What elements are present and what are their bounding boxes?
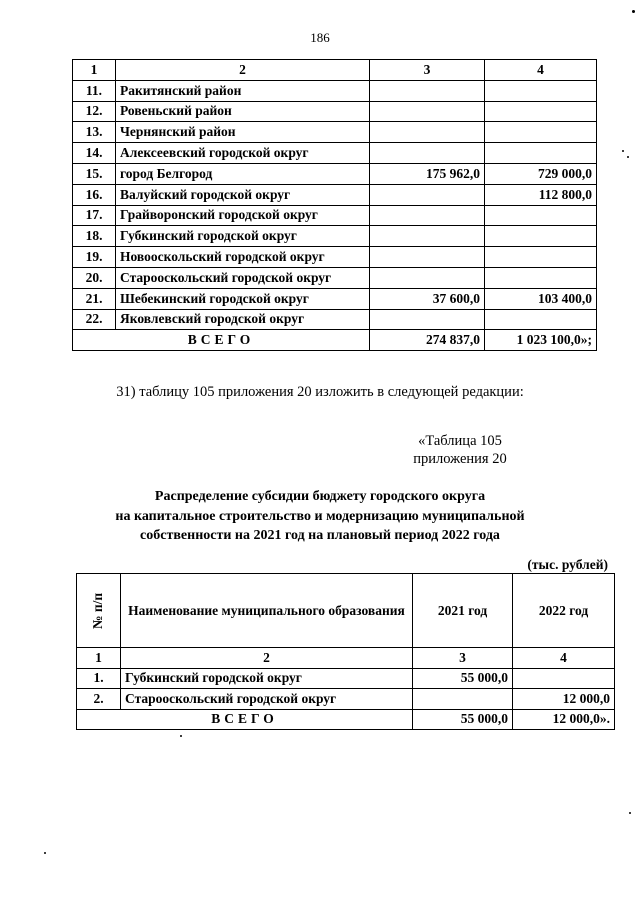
- value-col3: 37 600,0: [370, 288, 485, 309]
- value-col3: [370, 247, 485, 268]
- municipality-name: Валуйский городской округ: [116, 184, 370, 205]
- municipality-name: Грайворонский городской округ: [116, 205, 370, 226]
- header-cell: 2: [116, 60, 370, 81]
- value-col4: [485, 122, 597, 143]
- municipality-name: Губкинский городской округ: [116, 226, 370, 247]
- municipality-name: Алексеевский городской округ: [116, 143, 370, 164]
- table-row: [73, 288, 597, 309]
- value-col4: [485, 267, 597, 288]
- column-number: 3: [413, 648, 513, 669]
- units-label: (тыс. рублей): [527, 557, 608, 572]
- value-col3: [370, 184, 485, 205]
- value-2022: [513, 668, 615, 689]
- scan-speck: [622, 150, 624, 152]
- municipality-name: Ровеньский район: [116, 101, 370, 122]
- municipality-name: Старооскольский городской округ: [121, 689, 413, 710]
- value-col3: [370, 80, 485, 101]
- value-col4: [485, 226, 597, 247]
- header-year2: 2022 год: [513, 574, 615, 648]
- scan-speck: [627, 156, 629, 158]
- scan-speck: [629, 812, 631, 814]
- column-number: 1: [77, 648, 121, 669]
- row-number: 12.: [73, 101, 116, 122]
- scan-speck: [180, 735, 182, 737]
- value-col3: [370, 122, 485, 143]
- table-row: [73, 267, 597, 288]
- row-number: 11.: [73, 80, 116, 101]
- row-number: 13.: [73, 122, 116, 143]
- row-number: 19.: [73, 247, 116, 268]
- table-row: [73, 80, 597, 101]
- subsidy-table-continued: [72, 59, 597, 351]
- table-row: [73, 143, 597, 164]
- value-col4: [485, 101, 597, 122]
- value-col4: [485, 247, 597, 268]
- amendment-instruction: 31) таблицу 105 приложения 20 изложить в следующей редакции:: [116, 384, 524, 400]
- municipality-name: Ракитянский район: [116, 80, 370, 101]
- page-number: 186: [310, 30, 330, 45]
- total-2021: 55 000,0: [413, 709, 513, 730]
- title-line: на капитальное строительство и модернизацию муниципальной: [115, 508, 525, 524]
- table-caption-line2: приложения 20: [413, 451, 507, 467]
- row-number: 17.: [73, 205, 116, 226]
- value-col3: [370, 309, 485, 330]
- value-col3: [370, 101, 485, 122]
- value-col3: [370, 205, 485, 226]
- title-line: собственности на 2021 год на плановый период 2022 года: [140, 528, 500, 543]
- municipality-name: Яковлевский городской округ: [116, 309, 370, 330]
- row-number: 21.: [73, 288, 116, 309]
- value-2021: [413, 689, 513, 710]
- table-row: [73, 309, 597, 330]
- row-number: 2.: [77, 689, 121, 710]
- table-row: [73, 163, 597, 184]
- value-col4: [485, 80, 597, 101]
- total-row: [73, 330, 597, 351]
- header-year1: 2021 год: [413, 574, 513, 648]
- value-col4: [485, 309, 597, 330]
- value-col4: 103 400,0: [485, 288, 597, 309]
- value-2022: 12 000,0: [513, 689, 615, 710]
- table-row: [73, 184, 597, 205]
- row-number: 16.: [73, 184, 116, 205]
- row-number: 14.: [73, 143, 116, 164]
- scan-speck: [44, 852, 46, 854]
- total-label: ВСЕГО: [73, 330, 370, 351]
- value-col3: [370, 143, 485, 164]
- total-col4: 1 023 100,0»;: [485, 330, 597, 351]
- row-number: 1.: [77, 668, 121, 689]
- table-row: [73, 205, 597, 226]
- value-col4: [485, 143, 597, 164]
- table-row: [73, 226, 597, 247]
- table-row: [77, 668, 615, 689]
- table-row: [73, 101, 597, 122]
- value-col4: 112 800,0: [485, 184, 597, 205]
- total-label: ВСЕГО: [77, 709, 413, 730]
- column-number: 4: [513, 648, 615, 669]
- header-cell: 4: [485, 60, 597, 81]
- value-col4: 729 000,0: [485, 163, 597, 184]
- title-line: Распределение субсидии бюджету городского округа: [154, 489, 486, 504]
- total-2022: 12 000,0».: [513, 709, 615, 730]
- total-col3: 274 837,0: [370, 330, 485, 351]
- table-row: [73, 247, 597, 268]
- value-2021: 55 000,0: [413, 668, 513, 689]
- document-title: [0, 487, 640, 546]
- table-row: [77, 689, 615, 710]
- header-cell: 3: [370, 60, 485, 81]
- municipality-name: Новооскольский городской округ: [116, 247, 370, 268]
- municipality-name: город Белгород: [116, 163, 370, 184]
- municipality-name: Старооскольский городской округ: [116, 267, 370, 288]
- table-caption-line1: «Таблица 105: [418, 433, 502, 449]
- column-number: 2: [121, 648, 413, 669]
- header-name: Наименование муниципального образования: [121, 574, 413, 648]
- subsidy-table-105: [76, 573, 615, 730]
- municipality-name: Чернянский район: [116, 122, 370, 143]
- column-number-row: [77, 648, 615, 669]
- municipality-name: Шебекинский городской округ: [116, 288, 370, 309]
- row-number: 18.: [73, 226, 116, 247]
- header-cell: 1: [73, 60, 116, 81]
- value-col3: [370, 267, 485, 288]
- table-header-row: [77, 574, 615, 648]
- row-number: 15.: [73, 163, 116, 184]
- municipality-name: Губкинский городской округ: [121, 668, 413, 689]
- value-col3: 175 962,0: [370, 163, 485, 184]
- header-num-cell: [77, 574, 121, 648]
- value-col4: [485, 205, 597, 226]
- value-col3: [370, 226, 485, 247]
- header-num: № п/п: [90, 592, 106, 629]
- row-number: 20.: [73, 267, 116, 288]
- table-header-row: [73, 60, 597, 81]
- row-number: 22.: [73, 309, 116, 330]
- scan-speck: [632, 10, 635, 13]
- table-row: [73, 122, 597, 143]
- total-row: [77, 709, 615, 730]
